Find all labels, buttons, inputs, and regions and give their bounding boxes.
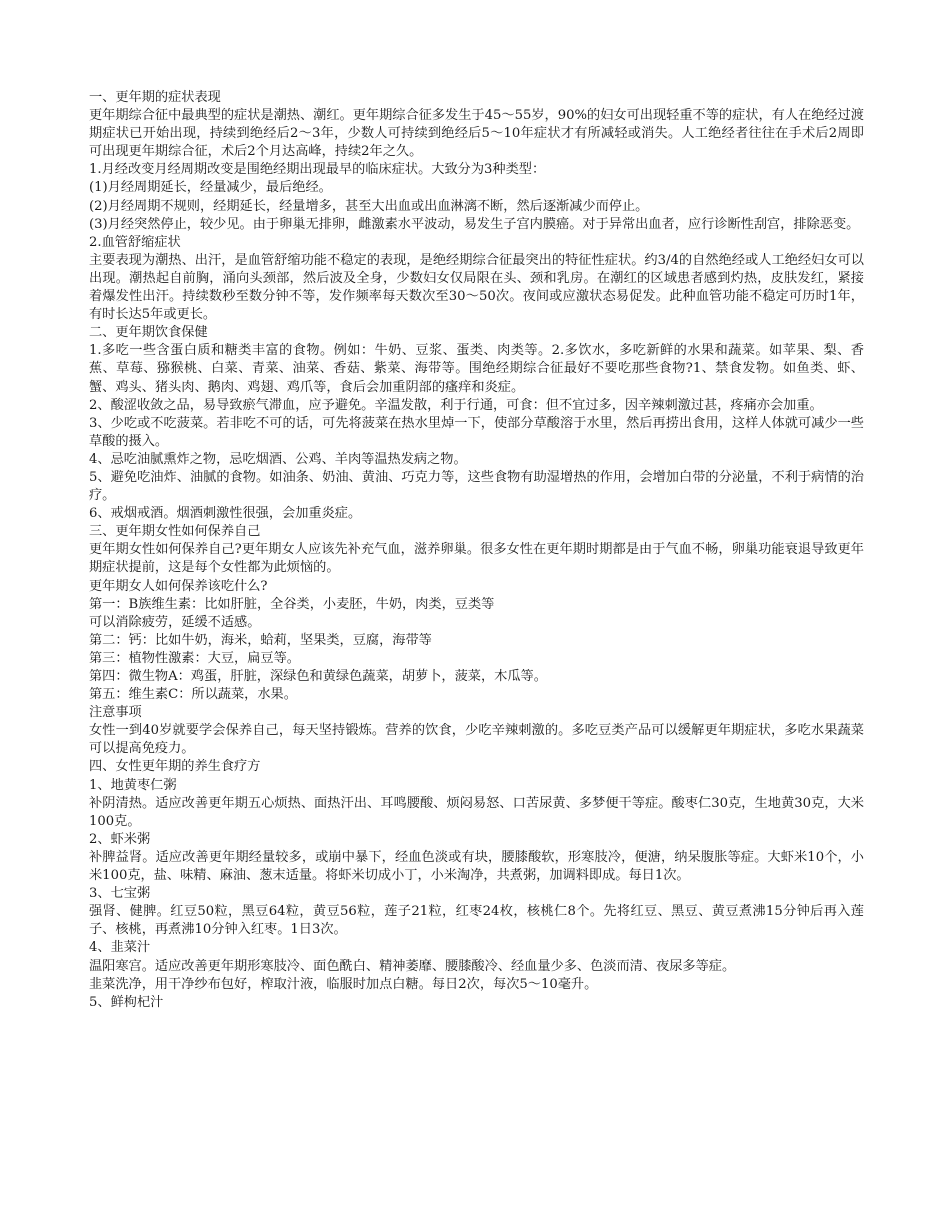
recipe-body-2: 补脾益肾。适应改善更年期经量较多，或崩中暴下，经血色淡或有块，腰膝酸软，形寒肢冷，便溏，纳呆腹胀等症。大虾米10个，小米100克，盐、味精、麻油、葱末适量。将虾米切成小丁，小米淘净，共煮粥，加调料即成。每日1次。 <box>89 849 864 884</box>
document-page <box>89 89 864 1012</box>
recipe-body-3: 强肾、健脾。红豆50粒，黑豆64粒，黄豆56粒，莲子21粒，红枣24枚，核桃仁8个。先将红豆、黑豆、黄豆煮沸15分钟后再入莲子、核桃，再煮沸10分钟入红枣。1日3次。 <box>89 904 864 938</box>
recipe-body-1: 补阴清热。适应改善更年期五心烦热、面热汗出、耳鸣腰酸、烦闷易怒、口苦尿黄、多梦便干等症。酸枣仁30克，生地黄30克，大米100克。 <box>89 795 864 829</box>
section-heading-self-care: 三、更年期女性如何保养自己 <box>89 524 261 540</box>
paragraph-vasomotor: 主要表现为潮热、出汗，是血管舒缩功能不稳定的表现，是绝经期综合征最突出的特征性症状。约3/4的自然绝经或人工绝经妇女可以出现。潮热起自前胸，涌向头颈部，然后波及全身，少数妇女仅局限在头、颈和乳房。在潮红的区域患者感到灼热，皮肤发红，紧接着爆发性出汗。持续数秒至数分钟不等，发作频率每天数次至30～50次。夜间或应激状态易促发。此种血管功能不稳定可历时1年，有时长达5年或更长。 <box>89 252 864 323</box>
paragraph-diet-2: 2、酸涩收敛之品，易导致瘀气滞血，应予避免。辛温发散，利于行通，可食：但不宜过多，因辛辣刺激过甚，疼痛亦会加重。 <box>89 397 823 413</box>
paragraph-self-care: 更年期女性如何保养自己?更年期女人应该先补充气血，滋养卵巢。很多女性在更年期时期都是由于气血不畅，卵巢功能衰退导致更年期症状提前，这是每个女性都为此烦恼的。 <box>89 542 864 576</box>
question-what-to-eat: 更年期女人如何保养该吃什么? <box>89 578 268 594</box>
section-heading-recipes: 四、女性更年期的养生食疗方 <box>89 759 261 775</box>
subheading-menstrual-change: 1.月经改变月经周期改变是围绝经期出现最早的临床症状。大致分为3种类型： <box>89 162 546 178</box>
nutrient-item-1-note: 可以消除疲劳，延缓不适感。 <box>89 614 261 630</box>
list-item-type-2: (2)月经周期不规则，经期延长，经量增多，甚至大出血或出血淋漓不断，然后逐渐减少而停止。 <box>89 198 649 214</box>
paragraph-diet-1: 1.多吃一些含蛋白质和糖类丰富的食物。例如：牛奶、豆浆、蛋类、肉类等。2.多饮水，多吃新鲜的水果和蔬菜。如苹果、梨、香蕉、草莓、猕猴桃、白菜、青菜、油菜、香菇、紫菜、海带等。围绝经期综合征最好不要吃那些食物?1、禁食发物。如鱼类、虾、蟹、鸡头、猪头肉、鹅肉、鸡翅、鸡爪等，食后会加重阴部的瘙痒和炎症。 <box>89 343 864 395</box>
recipe-title-2: 2、虾米粥 <box>89 831 151 847</box>
paragraph-diet-4: 4、忌吃油腻熏炸之物，忌吃烟酒、公鸡、羊肉等温热发病之物。 <box>89 451 467 467</box>
nutrient-item-3: 第三：植物性激素：大豆，扁豆等。 <box>89 650 300 666</box>
section-heading-symptoms: 一、更年期的症状表现 <box>89 90 221 105</box>
paragraph-notes: 女性一到40岁就要学会保养自己，每天坚持锻炼。营养的饮食，少吃辛辣刺激的。多吃豆类产品可以缓解更年期症状，多吃水果蔬菜可以提高免疫力。 <box>89 723 864 757</box>
paragraph-hot-flush-intro: 更年期综合征中最典型的症状是潮热、潮红。更年期综合征多发生于45～55岁，90%的妇女可出现轻重不等的症状，有人在绝经过渡期症状已开始出现，持续到绝经后2～3年，少数人可持续到绝经后5～10年症状才有所减轻或消失。人工绝经者往往在手术后2周即可出现更年期综合征，术后2个月达高峰，持续2年之久。 <box>89 108 864 160</box>
nutrient-item-5: 第五：维生素C：所以蔬菜，水果。 <box>89 687 297 703</box>
section-heading-diet: 二、更年期饮食保健 <box>89 325 208 341</box>
subheading-notes: 注意事项 <box>89 705 142 721</box>
nutrient-item-2: 第二：钙：比如牛奶，海米，蛤莉，坚果类，豆腐，海带等 <box>89 632 432 648</box>
nutrient-item-4: 第四：微生物A：鸡蛋，肝脏，深绿色和黄绿色蔬菜，胡萝卜，菠菜，木瓜等。 <box>89 669 547 684</box>
recipe-title-1: 1、地黄枣仁粥 <box>89 777 177 793</box>
recipe-title-4: 4、韭菜汁 <box>89 940 151 956</box>
recipe-title-3: 3、七宝粥 <box>89 886 151 902</box>
recipe-body-4b: 韭菜洗净，用干净纱布包好，榨取汁液，临服时加点白糖。每日2次，每次5～10毫升。 <box>89 976 598 992</box>
recipe-body-4a: 温阳寒宫。适应改善更年期形寒肢冷、面色酰白、精神萎靡、腰膝酸冷、经血量少多、色淡而清、夜尿多等症。 <box>89 958 736 974</box>
list-item-type-3: (3)月经突然停止，较少见。由于卵巢无排卵，雌激素水平波动，易发生子宫内膜癌。对于异常出血者，应行诊断性刮宫，排除恶变。 <box>89 216 860 232</box>
paragraph-diet-6: 6、戒烟戒酒。烟酒刺激性很强，会加重炎症。 <box>89 506 362 522</box>
nutrient-item-1: 第一：B族维生素：比如肝脏，全谷类，小麦胚，牛奶，肉类，豆类等 <box>89 596 495 612</box>
paragraph-diet-5: 5、避免吃油炸、油腻的食物。如油条、奶油、黄油、巧克力等，这些食物有助湿增热的作用，会增加白带的分泌量，不利于病情的治疗。 <box>89 469 864 504</box>
recipe-title-5: 5、鲜枸杞汁 <box>89 994 164 1010</box>
list-item-type-1: (1)月经周期延长，经量减少，最后绝经。 <box>89 180 332 196</box>
paragraph-diet-3: 3、少吃或不吃菠菜。若非吃不可的话，可先将菠菜在热水里焯一下，使部分草酸溶于水里，然后再捞出食用，这样人体就可减少一些草酸的摄入。 <box>89 415 864 449</box>
subheading-vasomotor: 2.血管舒缩症状 <box>89 234 181 250</box>
